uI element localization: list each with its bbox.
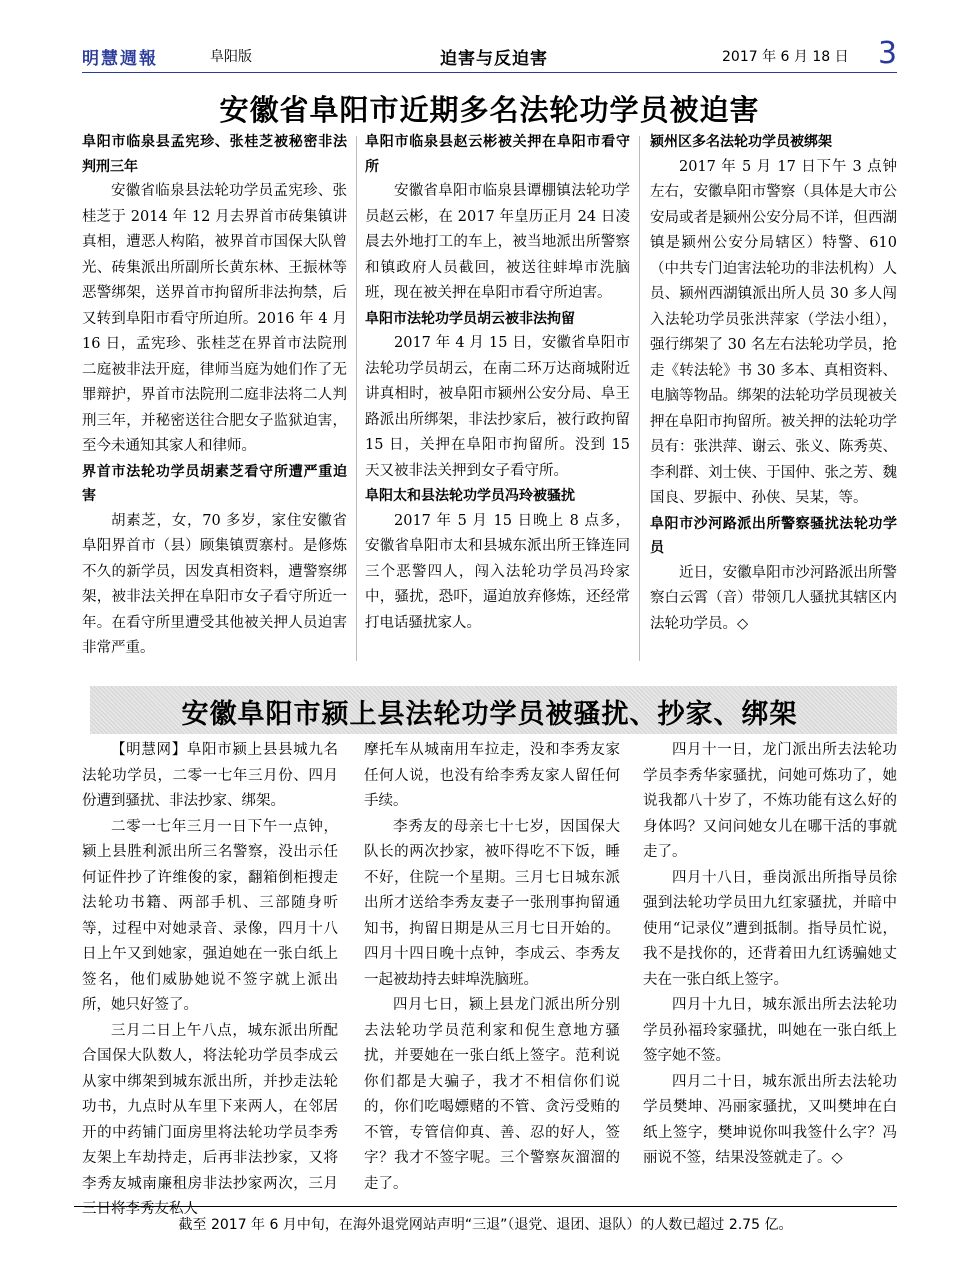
article1-headline: 安徽省阜阳市近期多名法轮功学员被迫害 [219, 93, 760, 127]
footer-rule [74, 1206, 897, 1207]
column-divider [639, 136, 640, 661]
edition-label: 阜阳版 [210, 49, 252, 65]
paragraph: 四月十九日，城东派出所去法轮功学员孙福玲家骚扰，叫她在一张白纸上签字她不签。 [643, 997, 897, 1064]
subheading: 阜阳市法轮功学员胡云被非法拘留 [365, 310, 575, 327]
paragraph: 李秀友的母亲七十七岁，因国保大队长的两次抄家，被吓得吃不下饭，睡不好，住院一个星期。三月七日城东派出所才送给李秀友妻子一张刑事拘留通知书，拘留日期是从三月七日开始的。四月十四日晚十点钟，李成云、李秀友一起被劫持去蚌埠洗脑班。 [364, 818, 620, 988]
paragraph: 近日，安徽阜阳市沙河路派出所警察白云霄（音）带领几人骚扰其辖区内法轮功学员。◇ [650, 564, 897, 632]
paragraph: 2017 年 5 月 15 日晚上 8 点多，安徽省阜阳市太和县城东派出所王锋连同三个恶警四人，闯入法轮功学员冯玲家中，骚扰，恐吓，逼迫放弃修炼，还经常打电话骚扰家人。 [365, 512, 630, 631]
article1-column-3 [650, 130, 897, 637]
paragraph: 摩托车从城南用车拉走，没和李秀友家任何人说，也没有给李秀友家人留任何手续。 [364, 742, 620, 809]
newspaper-name: 明慧週報 [82, 49, 158, 69]
column-divider [356, 136, 357, 661]
subheading: 阜阳市临泉县赵云彬被关押在阜阳市看守所 [365, 134, 630, 175]
paragraph: 三月二日上午八点，城东派出所配合国保大队数人，将法轮功学员李成云从家中绑架到城东派出所，并抄走法轮功书，九点时从车里下来两人，在邻居开的中药铺门面房里将法轮功学员李秀友架上车劫持走，后再非法抄家，又将李秀友城南廉租房非法抄家两次，三月三日将李秀友私人 [82, 1022, 338, 1217]
subheading: 阜阳太和县法轮功学员冯玲被骚扰 [365, 488, 575, 504]
paragraph: 二零一七年三月一日下午一点钟，颍上县胜利派出所三名警察，没出示任何证件抄了许维俊的家，翻箱倒柜搜走法轮功书籍、两部手机、三部随身听等，过程中对她录音、录像，四月十八日上午又到她家，强迫她在一张白纸上签名，他们威胁她说不签字就上派出所，她只好签了。 [82, 818, 338, 1013]
paragraph: 四月十八日，垂岗派出所指导员徐强到法轮功学员田九红家骚扰，并暗中使用“记录仪”遭到抵制。指导员忙说，我不是找你的，还背着田九红诱骗她丈夫在一张白纸上签字。 [643, 869, 897, 988]
section-title: 迫害与反迫害 [440, 49, 548, 69]
paragraph: 2017 年 4 月 15 日，安徽省阜阳市法轮功学员胡云，在南二环万达商城附近讲真相时，被阜阳市颍州公安分局、阜王路派出所绑架，非法抄家后，被行政拘留 15 日，关押在阜阳市拘留所。没到 15 天又被非法关押到女子看守所。 [365, 335, 630, 479]
article2-column-2 [364, 738, 620, 1197]
paragraph: 【明慧网】阜阳市颍上县县城九名法轮功学员，二零一七年三月份、四月份遭到骚扰、非法抄家、绑架。 [82, 742, 338, 809]
article2-column-1 [82, 738, 338, 1223]
paragraph: 安徽省临泉县法轮功学员孟宪珍、张桂芝于 2014 年 12 月去界首市砖集镇讲真相，遭恶人构陷，被界首市国保大队曾光、砖集派出所副所长黄东林、王振林等恶警绑架，送界首市拘留所非法拘禁，后又转到阜阳市看守所迫所。2016 年 4 月 16 日，孟宪珍、张桂芝在界首市法院刑二庭被非法开庭，律师当庭为她们作了无罪辩护，界首市法院刑二庭非法将二人判刑三年，并秘密送往合肥女子监狱迫害，至今未通知其家人和律师。 [82, 183, 347, 454]
paragraph: 四月七日，颍上县龙门派出所分别去法轮功学员范利家和倪生意地方骚扰，并要她在一张白纸上签字。范利说你们都是大骗子，我才不相信你们说的，你们吃喝嫖赌的不管、贪污受贿的不管，专管信仰真、善、忍的好人，签字？我才不签字呢。三个警察灰溜溜的走了。 [364, 997, 620, 1192]
subheading: 界首市法轮功学员胡素芝看守所遭严重迫害 [82, 463, 347, 504]
paragraph: 胡素芝，女，70 多岁，家住安徽省阜阳界首市（县）顾集镇贾寨村。是修炼不久的新学员，因发真相资料，遭警察绑架，被非法关押在阜阳市女子看守所近一年。在看守所里遭受其他被关押人员迫害非常严重。 [82, 512, 347, 656]
paragraph: 安徽省阜阳市临泉县谭棚镇法轮功学员赵云彬，在 2017 年皇历正月 24 日凌晨去外地打工的车上，被当地派出所警察和镇政府人员截回，被送往蚌埠市洗脑班，现在被关押在阜阳市看守所迫害。 [365, 183, 630, 301]
subheading: 阜阳市临泉县孟宪珍、张桂芝被秘密非法判刑三年 [82, 134, 347, 175]
subheading: 颍州区多名法轮功学员被绑架 [650, 134, 832, 150]
article1-column-1 [82, 130, 347, 662]
page-number: 3 [878, 36, 898, 71]
issue-date: 2017 年 6 月 18 日 [722, 49, 849, 65]
masthead-rule [82, 72, 897, 73]
article2-column-3 [643, 738, 897, 1172]
masthead [82, 36, 898, 72]
paragraph: 四月十一日，龙门派出所去法轮功学员李秀华家骚扰，问她可炼功了，她说我都八十岁了，不炼功能有这么好的身体吗？又问问她女儿在哪干活的事就走了。 [643, 742, 897, 860]
paragraph: 四月二十日，城东派出所去法轮功学员樊坤、冯丽家骚扰，又叫樊坤在白纸上签字，樊坤说你叫我签什么字？冯丽说不签，结果没签就走了。◇ [643, 1073, 897, 1166]
footer-note: 截至 2017 年 6 月中旬，在海外退党网站声明“三退”（退党、退团、退队）的人数已超过 2.75 亿。 [178, 1217, 793, 1233]
article1-column-2 [365, 130, 630, 636]
article2-headline: 安徽阜阳市颍上县法轮功学员被骚扰、抄家、绑架 [181, 699, 798, 730]
subheading: 阜阳市沙河路派出所警察骚扰法轮功学员 [650, 515, 897, 556]
paragraph: 2017 年 5 月 17 日下午 3 点钟左右，安徽阜阳市警察（具体是大市公安局或者是颍州公安分局不详，但西湖镇是颍州公安分局辖区）特警、610（中共专门迫害法轮功的非法机构）人员、颍州西湖镇派出所人员 30 多人闯入法轮功学员张洪萍家（学法小组），强行绑架了 30 名左右法轮功学员，抢走《转法轮》书 30 多本、真相资料、电脑等物品。绑架的法轮功学员现被关押在阜阳市拘留所。被关押的法轮功学员有：张洪萍、谢云、张义、陈秀英、李利群、刘士侠、于国仲、张之芳、魏国良、罗振中、孙侠、吴某，等。 [650, 158, 897, 506]
